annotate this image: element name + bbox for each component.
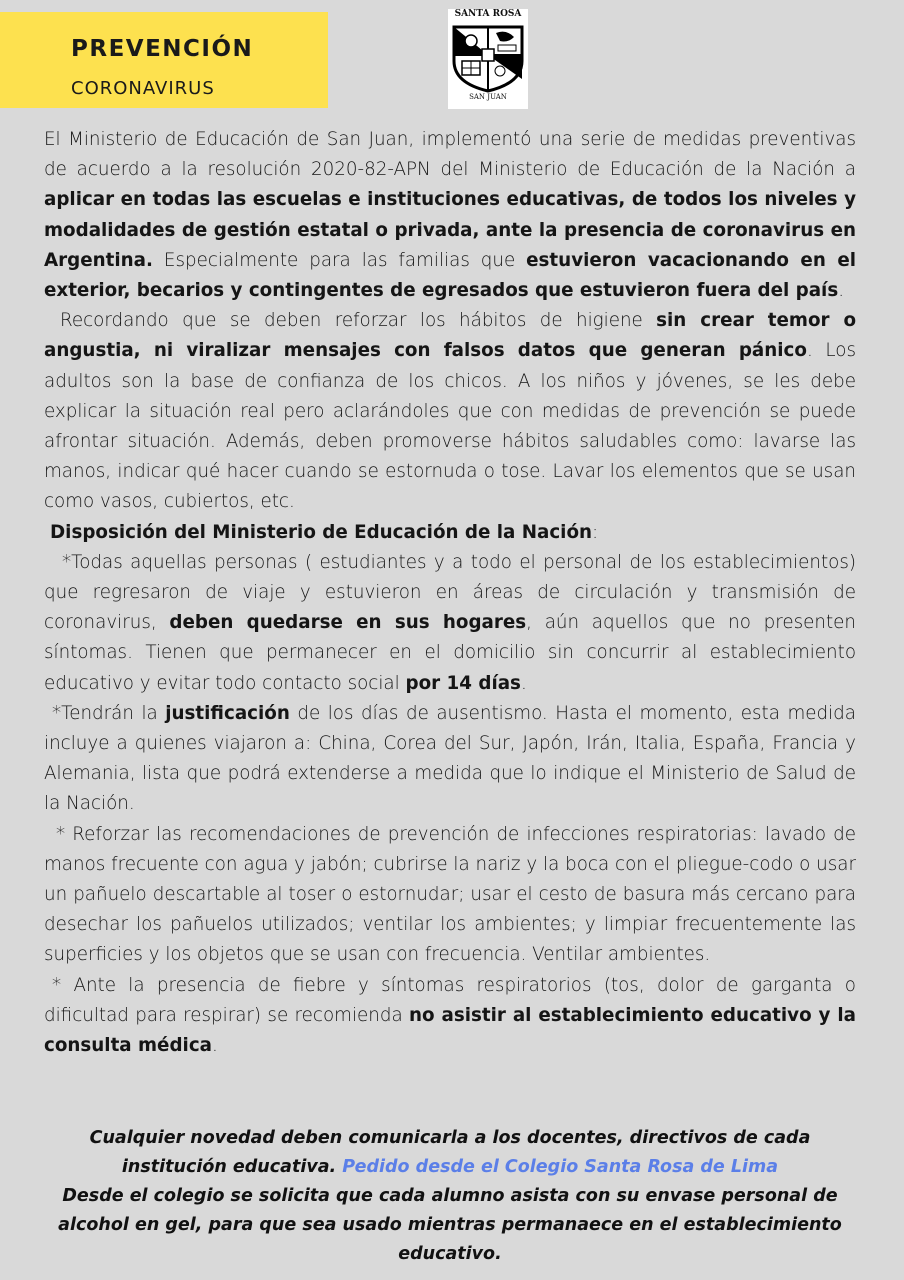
paragraph-fever: * Ante la presencia de fiebre y síntomas respiratorios (tos, dolor de garganta o dificultad para respirar) se recomienda no asistir al establecimiento educativo y la consulta médica. bbox=[44, 974, 856, 1057]
footer-line-2: Desde el colegio se solicita que cada alumno asista con su envase personal de alcohol en gel, para que sea usado mientras permanaece en el establecimiento educativo. bbox=[58, 1186, 842, 1264]
paragraph-stay-home: *Todas aquellas personas ( estudiantes y a todo el personal de los establecimientos) que regresaron de viaje y estuvieron en áreas de circulación y transmisión de coronavirus, deben quedarse en sus hogares, aún aquellos que no presenten síntomas. Tienen que permanecer en el domicilio sin concurrir al establecimiento educativo y evitar todo contacto social por 14 días. bbox=[44, 551, 856, 694]
logo-top-text: SANTA ROSA bbox=[454, 9, 522, 19]
shield-icon bbox=[448, 21, 528, 93]
school-request-link: Pedido desde el Colegio Santa Rosa de Lima bbox=[342, 1157, 779, 1177]
paragraph-hygiene: Recordando que se deben reforzar los hábitos de higiene sin crear temor o angustia, ni viralizar mensajes con falsos datos que generan pánico. Los adultos son la base de confianza de los chicos. A los niños y jóvenes, se les debe explicar la situación real pero aclarándoles que con medidas de prevención se puede afrontar situación. Además, deben promoverse hábitos saludables como: lavarse las manos, indicar qué hacer cuando se estornuda o tose. Lavar los elementos que se usan como vasos, cubiertos, etc. bbox=[44, 310, 857, 513]
paragraph-intro: El Ministerio de Educación de San Juan, implementó una serie de medidas preventivas de acuerdo a la resolución 2020-82-APN del Ministerio de Educación de la Nación a aplicar en todas las escuelas e instituciones educativas, de todos los niveles y modalidades de gestión estatal o privada, ante la presencia de coronavirus en Argentina. Especialmente para las familias que estuvieron vacacionando en el exterior, becarios y contingentes de egresados que estuvieron fuera del país. bbox=[44, 129, 856, 302]
page-subtitle: CORONAVIRUS bbox=[71, 78, 215, 99]
header-badge bbox=[0, 12, 328, 108]
paragraph-disposition-heading: Disposición del Ministerio de Educación de la Nación: bbox=[50, 521, 599, 543]
paragraph-recommendations: * Reforzar las recomendaciones de prevención de infecciones respiratorias: lavado de manos frecuente con agua y jabón; cubrirse la nariz y la boca con el pliegue-codo o usar un pañuelo descartable al toser o estornudar; usar el cesto de basura más cercano para desechar los pañuelos utilizados; ventilar los ambientes; y limpiar frecuentemente las superficies y los objetos que se usan con frecuencia. Ventilar ambientes. bbox=[44, 823, 856, 966]
page-title: PREVENCIÓN bbox=[71, 36, 254, 62]
footer-notice bbox=[44, 1124, 856, 1269]
article-body bbox=[44, 125, 856, 1061]
logo-bottom-text: SAN JUAN bbox=[469, 93, 507, 101]
school-logo bbox=[448, 9, 528, 109]
paragraph-justification: *Tendrán la justificación de los días de ausentismo. Hasta el momento, esta medida incluye a quienes viajaron a: China, Corea del Sur, Japón, Irán, Italia, España, Francia y Alemania, lista que podrá extenderse a medida que lo indique el Ministerio de Salud de la Nación. bbox=[44, 702, 856, 815]
footer-line-1: Cualquier novedad deben comunicarla a los docentes, directivos de cada institución educativa. Pedido desde el Colegio Santa Rosa de Lima bbox=[89, 1128, 811, 1177]
